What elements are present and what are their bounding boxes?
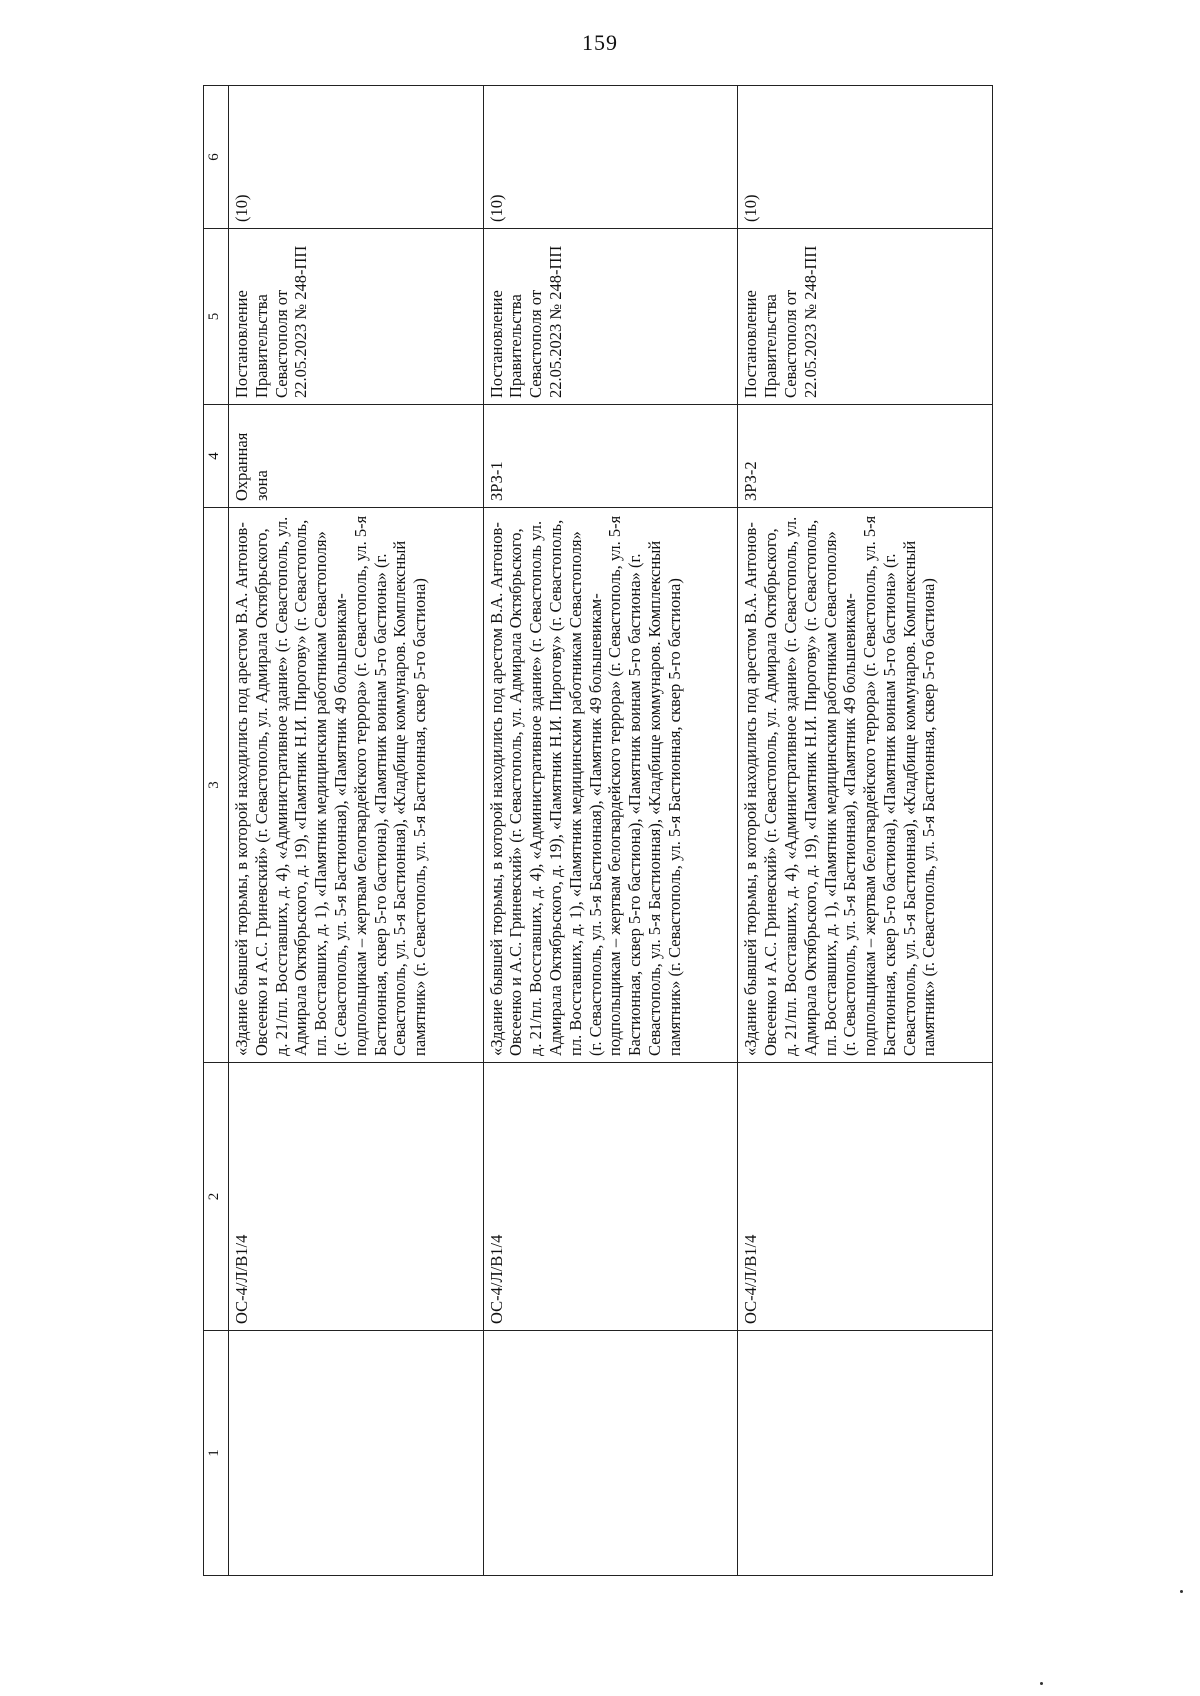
cell-objects: «Здание бывшей тюрьмы, в которой находились под арестом В.А. Антонов-Овсеенко и А.С. Гриневский» (г. Севастополь, ул. Адмирала Октябрьского, д. 21/пл. Восставших, д. 4), «Административное здание» (г. Севастополь, ул. Адмирала Октябрьского, д. 19), «Памятник Н.И. Пирогову» (г. Севастополь, пл. Восставших, д. 1), «Памятник медицинским работникам Севастополя» (г. Севастополь, ул. 5-я Бастионная), «Памятник 49 большевикам-подпольщикам – жертвам белогвардейского террора» (г. Севастополь, ул. 5-я Бастионная, сквер 5-го бастиона), «Памятник воинам 5-го бастиона» (г. Севастополь, ул. 5-я Бастионная), «Кладбище коммунаров. Комплексный памятник» (г. Севастополь, ул. 5-я Бастионная, сквер 5-го бастиона)	[738, 508, 993, 1063]
column-header-5: 5	[204, 229, 229, 405]
cell-objects: «Здание бывшей тюрьмы, в которой находились под арестом В.А. Антонов-Овсеенко и А.С. Гриневский» (г. Севастополь, ул. Адмирала Октябрьского, д. 21/пл. Восставших, д. 4), «Административное здание» (г. Севастополь, ул. Адмирала Октябрьского, д. 19), «Памятник Н.И. Пирогову» (г. Севастополь, пл. Восставших, д. 1), «Памятник медицинским работникам Севастополя» (г. Севастополь, ул. 5-я Бастионная), «Памятник 49 большевикам-подпольщикам – жертвам белогвардейского террора» (г. Севастополь, ул. 5-я Бастионная, сквер 5-го бастиона), «Памятник воинам 5-го бастиона» (г. Севастополь, ул. 5-я Бастионная), «Кладбище коммунаров. Комплексный памятник» (г. Севастополь, ул. 5-я Бастионная, сквер 5-го бастиона)	[229, 508, 484, 1063]
cell-zone-code: ОС-4/Л/В1/4	[483, 1063, 738, 1331]
cell-number	[229, 1331, 484, 1576]
cell-zone-type: ЗРЗ-2	[738, 405, 993, 508]
table-row	[229, 86, 484, 1576]
cell-zone-code: ОС-4/Л/В1/4	[738, 1063, 993, 1331]
table-row	[738, 86, 993, 1576]
cell-reference: (10)	[483, 86, 738, 229]
cell-zone-code: ОС-4/Л/В1/4	[229, 1063, 484, 1331]
cell-reference: (10)	[229, 86, 484, 229]
cell-objects: «Здание бывшей тюрьмы, в которой находились под арестом В.А. Антонов-Овсеенко и А.С. Гриневский» (г. Севастополь, ул. Адмирала Октябрьского, д. 21/пл. Восставших, д. 4), «Административное здание» (г. Севастополь ул. Адмирала Октябрьского, д. 19), «Памятник Н.И. Пирогову» (г. Севастополь, пл. Восставших, д. 1), «Памятник медицинским работникам Севастополя» (г. Севастополь, ул. 5-я Бастионная), «Памятник 49 большевикам-подпольщикам – жертвам белогвардейского террора» (г. Севастополь, ул. 5-я Бастионная, сквер 5-го бастиона), «Памятник воинам 5-го бастиона» (г. Севастополь, ул. 5-я Бастионная), «Кладбище коммунаров. Комплексный памятник» (г. Севастополь, ул. 5-я Бастионная, сквер 5-го бастиона)	[483, 508, 738, 1063]
cell-legal-act: Постановление Правительства Севастополя от 22.05.2023 № 248-ПП	[483, 229, 738, 405]
scan-speck	[1180, 1590, 1183, 1593]
cell-zone-type: Охранная зона	[229, 405, 484, 508]
column-header-3: 3	[204, 508, 229, 1063]
scan-speck	[1040, 1682, 1043, 1685]
table-row	[483, 86, 738, 1576]
column-header-6: 6	[204, 86, 229, 229]
table-header-row	[204, 86, 229, 1576]
zones-table	[203, 85, 993, 1576]
column-header-1: 1	[204, 1331, 229, 1576]
cell-reference: (10)	[738, 86, 993, 229]
column-header-4: 4	[204, 405, 229, 508]
cell-legal-act: Постановление Правительства Севастополя от 22.05.2023 № 248-ПП	[229, 229, 484, 405]
cell-zone-type: ЗРЗ-1	[483, 405, 738, 508]
page-number: 159	[582, 30, 618, 55]
rotated-table-container	[203, 86, 993, 1576]
column-header-2: 2	[204, 1063, 229, 1331]
cell-number	[738, 1331, 993, 1576]
cell-legal-act: Постановление Правительства Севастополя от 22.05.2023 № 248-ПП	[738, 229, 993, 405]
cell-number	[483, 1331, 738, 1576]
